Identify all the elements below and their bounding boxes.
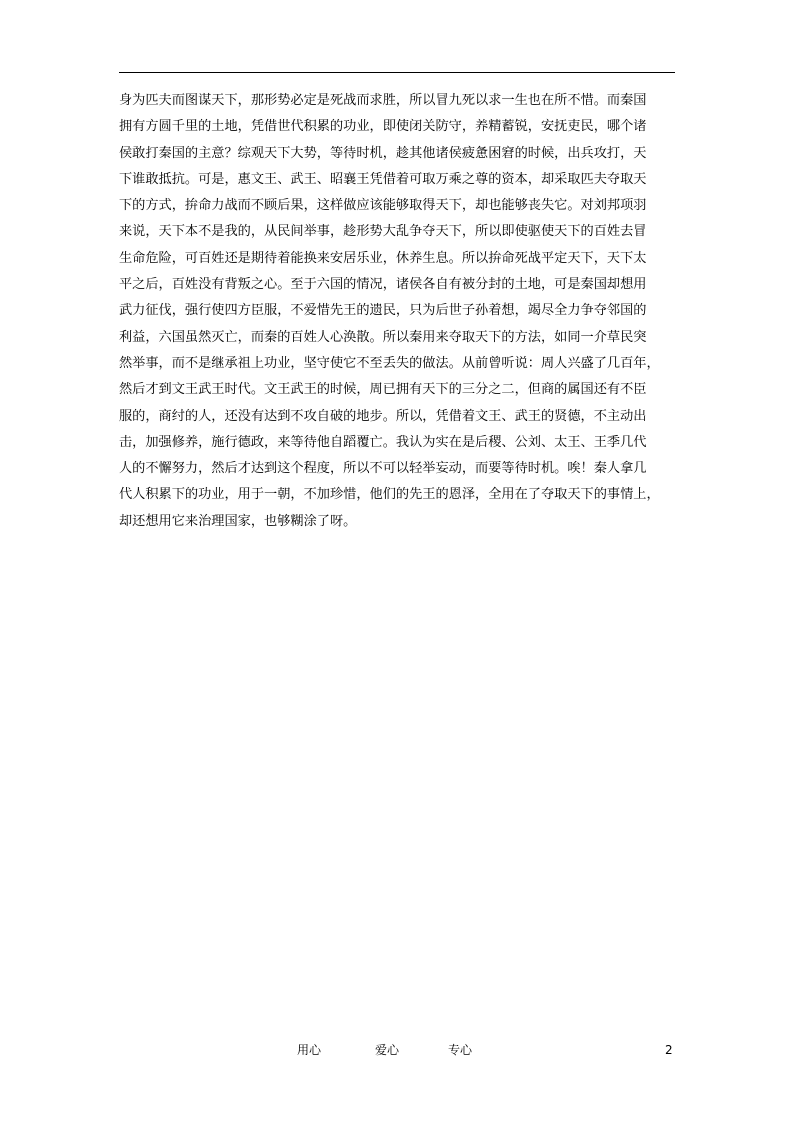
footer-motto-word: 用心 [297, 1043, 322, 1057]
text-line: 击，加强修养，施行德政，来等待他自蹈覆亡。我认为实在是后稷、公刘、太王、王季几代 [119, 434, 647, 450]
text-line: 服的，商纣的人，还没有达到不攻自破的地步。所以，凭借着文王、武王的贤德，不主动出 [119, 408, 647, 424]
text-line: 却还想用它来治理国家，也够糊涂了呀。 [119, 513, 357, 529]
text-line: 侯敢打秦国的主意？综观天下大势，等待时机，趁其他诸侯疲惫困窘的时候，出兵攻打，天 [119, 145, 647, 161]
footer-motto [0, 1041, 794, 1059]
text-line: 拥有方圆千里的土地，凭借世代积累的功业，即使闭关防守，养精蓄锐，安抚吏民，哪个诸 [119, 119, 647, 135]
text-line: 武力征伐，强行使四方臣服，不爱惜先王的遗民，只为后世子孙着想，竭尽全力争夺邻国的 [119, 303, 647, 319]
text-line: 下谁敢抵抗。可是，惠文王、武王、昭襄王凭借着可取万乘之尊的资本，却采取匹夫夺取天 [119, 171, 647, 187]
text-line: 然后才到文王武王时代。文王武王的时候，周已拥有天下的三分之二，但商的属国还有不臣 [119, 382, 647, 398]
text-line: 来说，天下本不是我的，从民间举事，趁形势大乱争夺天下，所以即使驱使天下的百姓去冒 [119, 224, 647, 240]
footer-motto-word: 专心 [448, 1043, 473, 1057]
footer-motto-word: 爱心 [375, 1043, 400, 1057]
text-line: 身为匹夫而图谋天下，那形势必定是死战而求胜，所以冒九死以求一生也在所不惜。而秦国 [119, 93, 647, 108]
text-line: 下的方式，拚命力战而不顾后果，这样做应该能够取得天下，却也能够丧失它。对刘邦项羽 [119, 198, 647, 214]
text-line: 然举事，而不是继承祖上功业，坚守使它不至丢失的做法。从前曾听说：周人兴盛了几百年， [119, 355, 660, 371]
page-number: 2 [665, 1043, 673, 1057]
header-rule [119, 72, 675, 73]
text-line: 利益，六国虽然灭亡，而秦的百姓人心涣散。所以秦用来夺取天下的方法，如同一介草民突 [119, 329, 647, 345]
text-line: 代人积累下的功业，用于一朝，不加珍惜，他们的先王的恩泽，全用在了夺取天下的事情上， [119, 487, 660, 503]
text-line: 人的不懈努力，然后才达到这个程度，所以不可以轻举妄动，而要等待时机。唉！秦人拿几 [119, 461, 647, 477]
text-line: 平之后，百姓没有背叛之心。至于六国的情况，诸侯各自有被分封的土地，可是秦国却想用 [119, 277, 647, 293]
body-text [119, 88, 679, 535]
text-line: 生命危险，可百姓还是期待着能换来安居乐业，休养生息。所以拚命死战平定天下，天下太 [119, 250, 647, 266]
